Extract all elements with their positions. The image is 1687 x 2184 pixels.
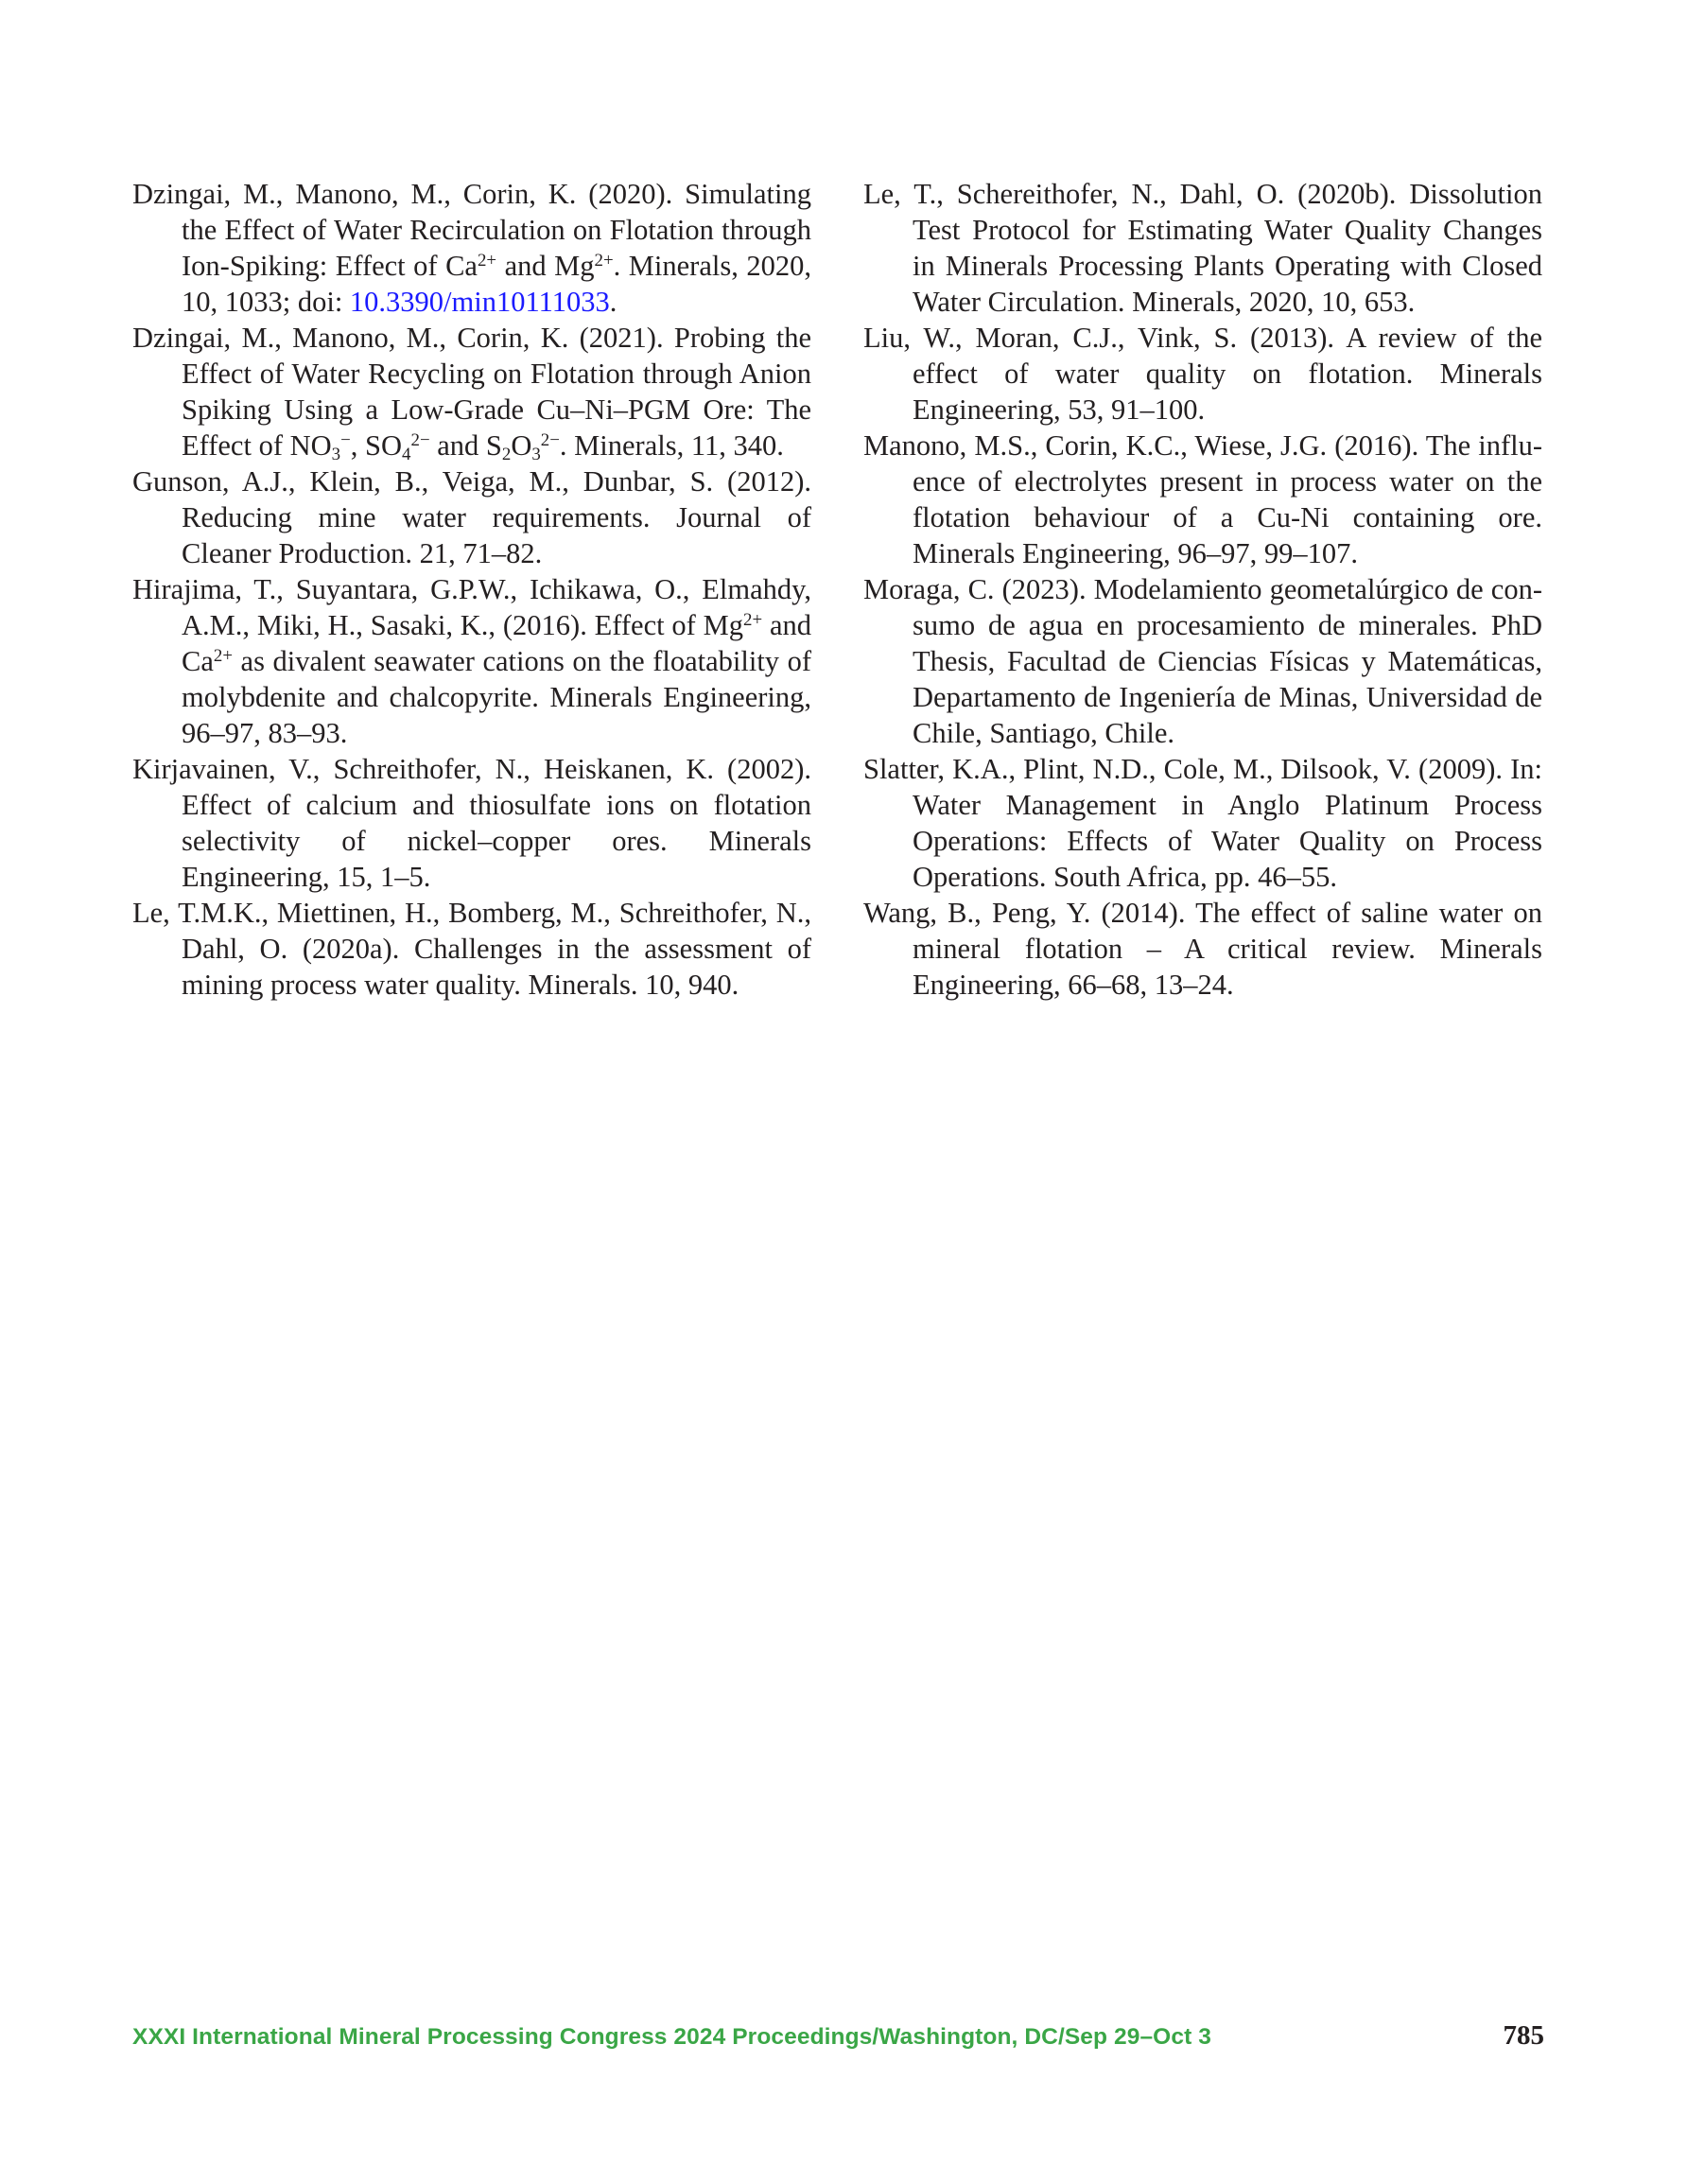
reference-entry: Wang, B., Peng, Y. (2014). The effect of saline water on mineral flotation – A critical review. Minerals Engineering, 66–68, 13–24. xyxy=(863,897,1542,1001)
page-number: 785 xyxy=(1503,2020,1544,2051)
page-footer xyxy=(132,2020,1544,2062)
reference-entry xyxy=(132,571,811,751)
subscript: 3 xyxy=(531,444,541,464)
reference-text: , SO xyxy=(350,429,403,462)
superscript: 2− xyxy=(540,429,560,450)
reference-text: and Ca xyxy=(182,609,811,677)
reference-text: . xyxy=(609,286,617,318)
reference-entry: Manono, M.S., Corin, K.C., Wiese, J.G. (2016). The influence of electrolytes present in process water on the flotation behaviour of a Cu-Ni containing ore. Minerals Engineering, 96–97, 99–107. xyxy=(863,429,1542,569)
superscript: 2+ xyxy=(594,250,614,271)
reference-entry: Kirjavainen, V., Schreithofer, N., Heiskanen, K. (2002). Effect of calcium and thiosulfate ions on flotation selectivity of nickel–copper ores. Minerals Engineering, 15, 1–5. xyxy=(132,753,811,893)
references-left-column xyxy=(132,176,811,1003)
references-right-column xyxy=(863,176,1542,1003)
superscript: 2+ xyxy=(477,250,497,271)
reference-entry: Gunson, A.J., Klein, B., Veiga, M., Dunbar, S. (2012). Reducing mine water requirements. Journal of Cleaner Production. 21, 71–82. xyxy=(132,465,811,569)
reference-text: . Minerals, 2020, 10, 1033; doi: xyxy=(182,250,811,318)
reference-entry xyxy=(132,320,811,463)
subscript: 2 xyxy=(501,444,512,464)
reference-text: as divalent seawater cations on the floatability of molybdenite and chalcopyrite. Minerals Engineering, 96–97, 83–93. xyxy=(182,645,811,749)
reference-entry xyxy=(132,176,811,320)
superscript: 2+ xyxy=(743,609,763,630)
reference-entry: Moraga, C. (2023). Modelamiento geometalúrgico de consumo de agua en procesamiento de minerales. PhD Thesis, Facultad de Ciencias Físicas y Matemáticas, Departamento de Ingeniería de Minas, Universidad de Chile, Santiago, Chile. xyxy=(863,573,1542,749)
superscript: − xyxy=(340,429,351,450)
subscript: 3 xyxy=(331,444,341,464)
reference-entry: Slatter, K.A., Plint, N.D., Cole, M., Dilsook, V. (2009). In: Water Management in Anglo Platinum Process Operations: Effects of Water Quality on Process Operations. South Africa, pp. 46–55. xyxy=(863,753,1542,893)
subscript: 4 xyxy=(402,444,411,464)
reference-text: and Mg xyxy=(496,250,595,282)
reference-text: O xyxy=(511,429,532,462)
reference-text: and S xyxy=(429,429,502,462)
reference-text: Dzingai, M., Manono, M., Corin, K. (2021). Probing the Effect of Water Recycling on Flotation through Anion Spiking Using a Low-Grade Cu–Ni–PGM Ore: The Effect of NO xyxy=(132,322,811,462)
superscript: 2+ xyxy=(213,645,234,666)
reference-text: Dzingai, M., Manono, M., Corin, K. (2020). Simulating the Effect of Water Recirculation on Flotation through Ion-Spiking: Effect of Ca xyxy=(132,178,811,282)
footer-proceedings-title: XXXI International Mineral Processing Congress 2024 Proceedings/Washington, DC/Sep 29–Oct 3 xyxy=(132,2024,1211,2050)
reference-text: Hirajima, T., Suyantara, G.P.W., Ichikawa, O., Elmahdy, A.M., Miki, H., Sasaki, K., (2016). Effect of Mg xyxy=(132,573,811,641)
doi-link[interactable]: 10.3390/min10111033 xyxy=(349,286,610,318)
superscript: 2− xyxy=(410,429,430,450)
reference-entry: Liu, W., Moran, C.J., Vink, S. (2013). A review of the effect of water quality on flotation. Minerals Engineering, 53, 91–100. xyxy=(863,322,1542,426)
reference-text: . Minerals, 11, 340. xyxy=(559,429,784,462)
reference-entry: Le, T., Schereithofer, N., Dahl, O. (2020b). Dissolution Test Protocol for Estimating Water Quality Changes in Minerals Processing Plants Operating with Closed Water Circulation. Minerals, 2020, 10, 653. xyxy=(863,178,1542,318)
reference-entry: Le, T.M.K., Miettinen, H., Bomberg, M., Schreithofer, N., Dahl, O. (2020a). Challenges in the assessment of mining process water quality. Minerals. 10, 940. xyxy=(132,897,811,1001)
